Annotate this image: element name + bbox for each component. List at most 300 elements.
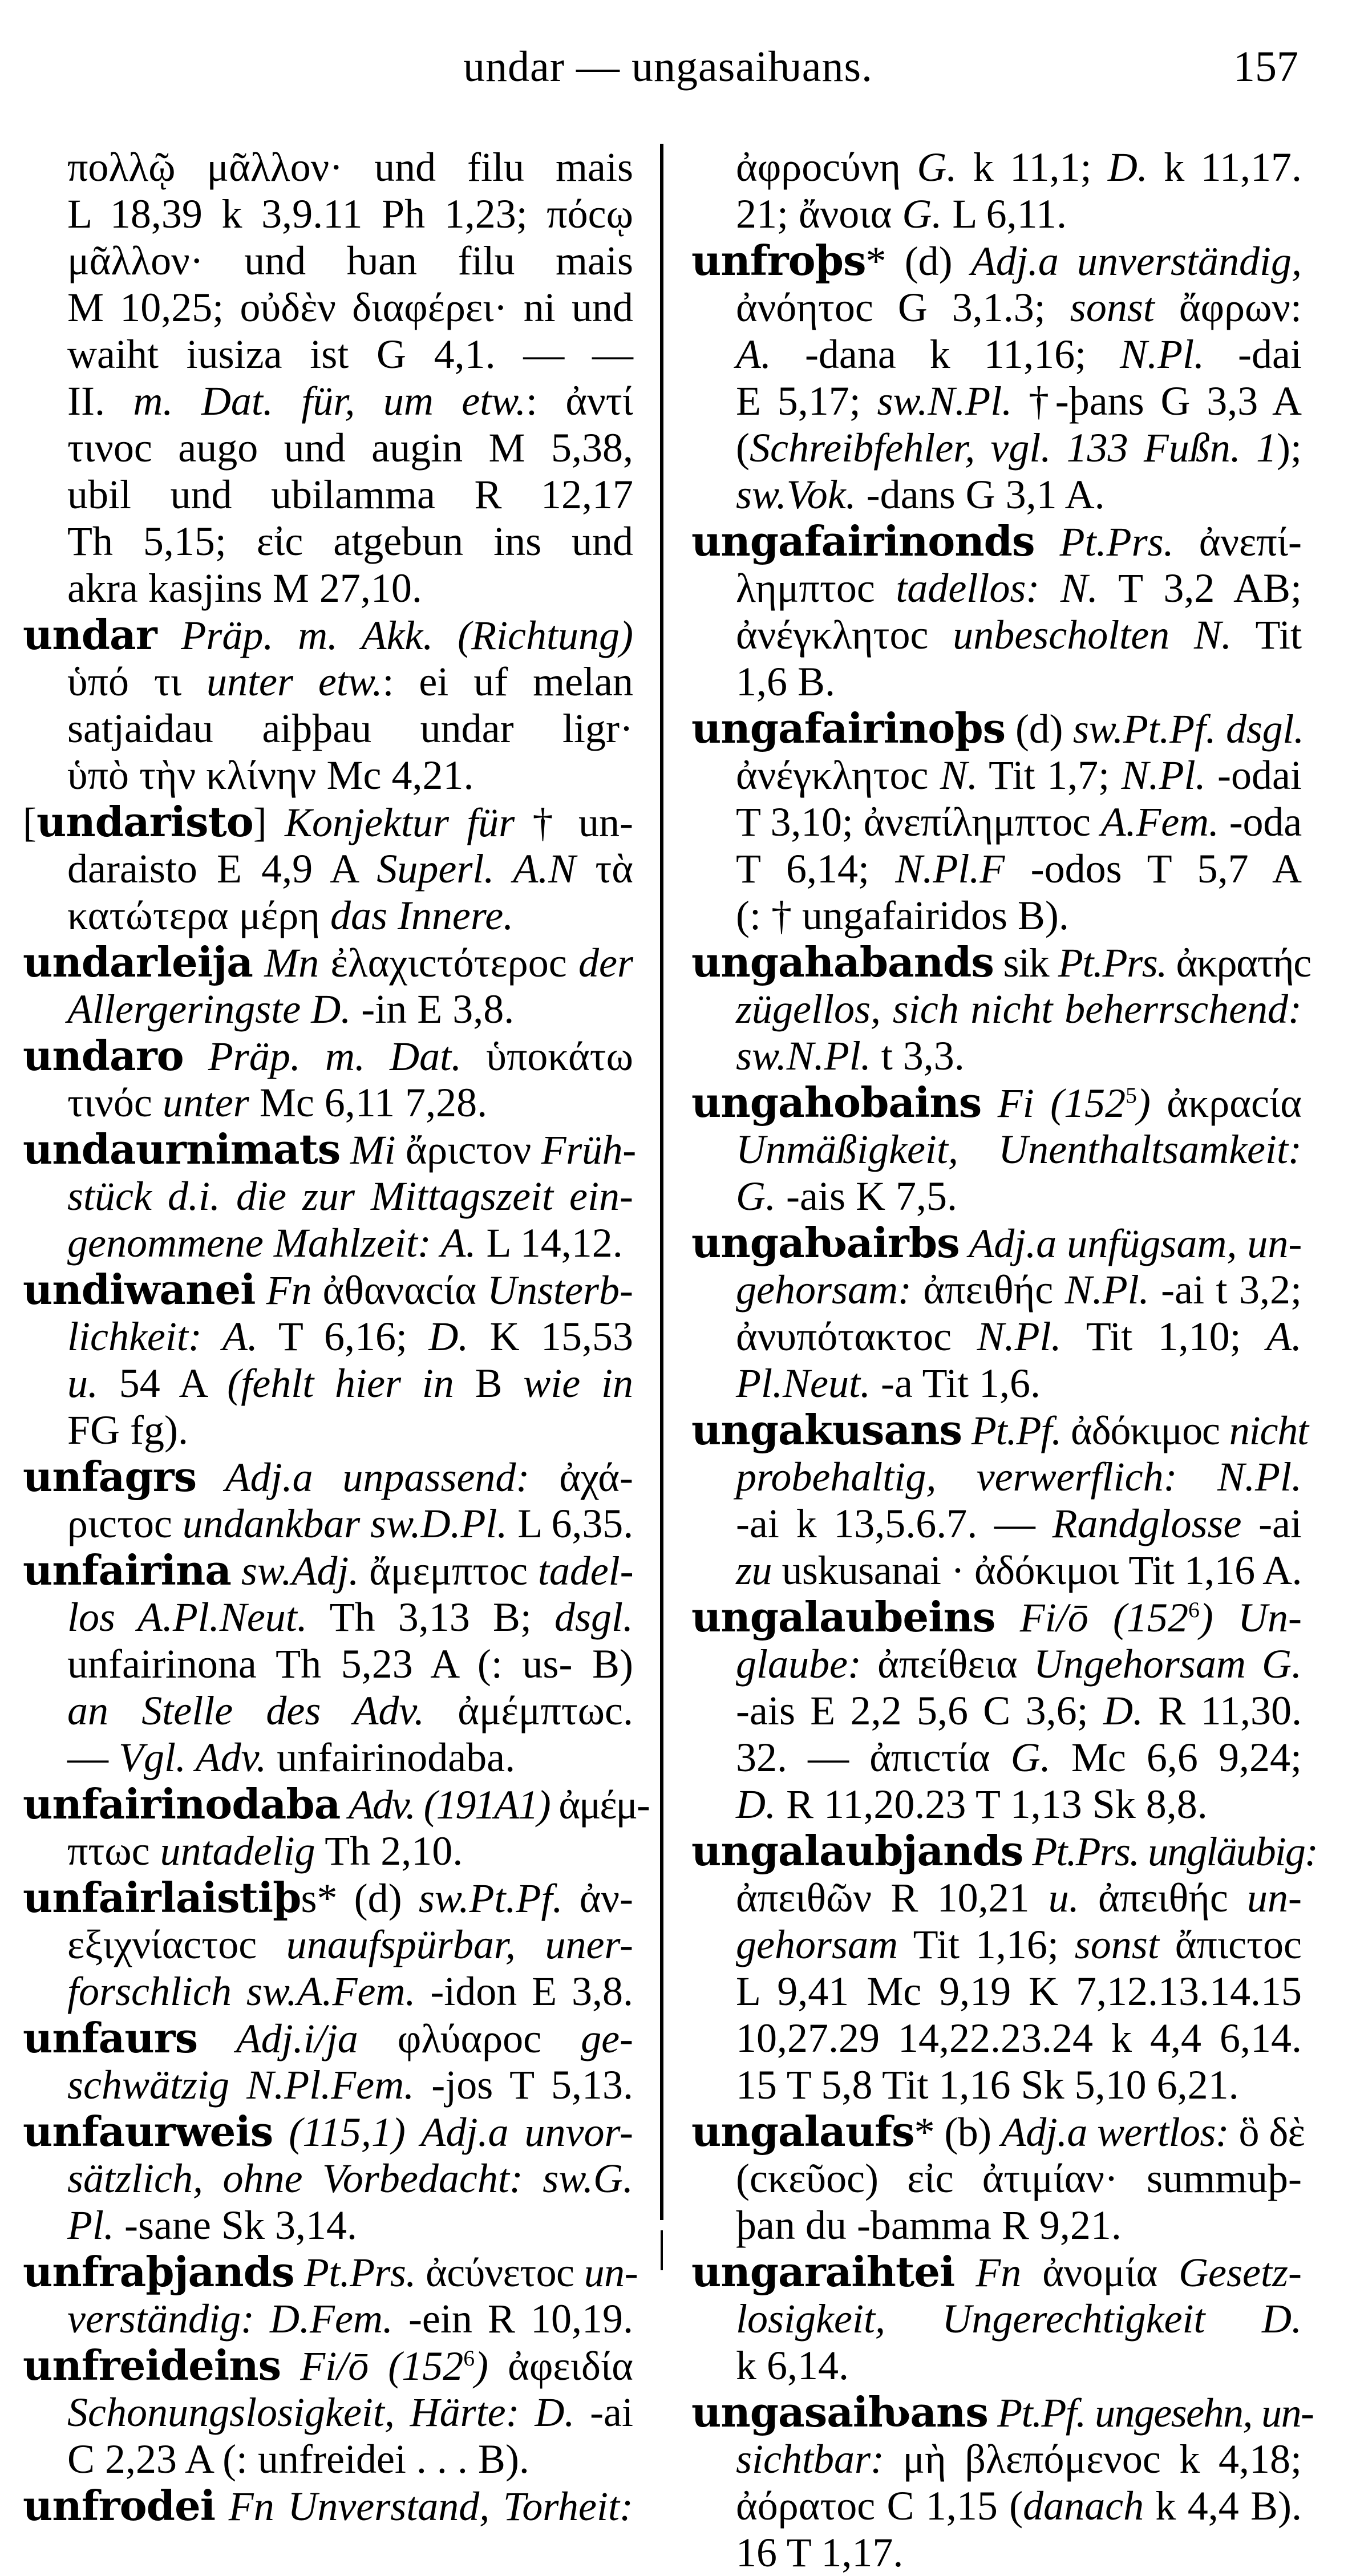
- entry-text: ἀνεπί-: [1173, 519, 1302, 565]
- entry-text: Tit 1,10;: [1061, 1314, 1267, 1359]
- entry-text: φλύαροc: [358, 2016, 581, 2061]
- entry-text: -odai: [1205, 752, 1302, 798]
- italic-gloss: Mn: [252, 940, 319, 986]
- italic-gloss: D.: [736, 1781, 776, 1827]
- italic-gloss: N.: [940, 752, 978, 798]
- italic-gloss: G.: [902, 191, 942, 237]
- headword: unfairinodaba: [23, 1780, 341, 1828]
- entry-text: Tit 1,7;: [977, 752, 1122, 798]
- entry-headword-line: [691, 1220, 1302, 1266]
- entry-text: τινοc augo und augin M 5,38,: [67, 425, 633, 471]
- entry-text: unfairinodaba.: [266, 1735, 516, 1780]
- entry-continuation-line: [67, 845, 633, 892]
- italic-gloss: sw.Vok.: [736, 472, 856, 517]
- entry-text: 1,6 B.: [736, 659, 836, 704]
- entry-headword-line: [691, 518, 1302, 565]
- entry-text: II.: [67, 378, 133, 424]
- entry-text: : ei uf melan: [382, 659, 634, 704]
- entry-text: ἀνέγκλητοc: [736, 612, 953, 658]
- headword: undarleija: [23, 938, 253, 986]
- entry-text: ἀν-: [562, 1876, 633, 1921]
- headword: unfairina: [23, 1546, 231, 1594]
- entry-text: ἀφειδία: [488, 2343, 633, 2389]
- italic-gloss: losigkeit, Ungerechtigkeit D.: [736, 2296, 1302, 2342]
- entry-headword-line: [23, 611, 633, 658]
- entry-continuation-line: [67, 705, 633, 752]
- italic-gloss: sätzlich, ohne Vorbedacht: sw.G.: [67, 2156, 633, 2201]
- entry-text: πτωc: [67, 1828, 160, 1874]
- entry-continuation-line: [736, 986, 1302, 1032]
- entry-continuation-line: [67, 237, 633, 284]
- headword: ungaƕairbs: [691, 1218, 960, 1267]
- italic-gloss: lichkeit: A.: [67, 1314, 258, 1359]
- entry-text: L 6,11.: [942, 191, 1067, 237]
- entry-continuation-line: [736, 471, 1302, 518]
- entry-text: εξιχνίαcτοc: [67, 1922, 286, 1967]
- entry-text: L 9,41 Mc 9,19 K 7,12.13.14.15: [736, 1969, 1302, 2014]
- entry-continuation-line: [736, 2202, 1302, 2249]
- italic-gloss: Schonungslosigkeit, Härte: D.: [67, 2389, 575, 2435]
- entry-text: (: † ungafairidos B).: [736, 893, 1069, 938]
- entry-text: -ais K 7,5.: [776, 1173, 957, 1219]
- italic-gloss: glaube:: [736, 1641, 861, 1687]
- headword: unfagrs: [23, 1452, 197, 1501]
- entry-headword-line: [23, 799, 633, 845]
- headword: ungahobains: [691, 1078, 982, 1127]
- italic-gloss: sw.Adj.: [230, 1548, 359, 1594]
- entry-text: -dans G 3,1 A.: [856, 472, 1105, 517]
- entry-text: -a Tit 1,6.: [870, 1360, 1041, 1406]
- entry-text: ἀπειθῶν R 10,21: [736, 1875, 1049, 1921]
- page-number: 157: [1233, 43, 1298, 91]
- italic-gloss: Unmäßigkeit, Unenthaltsamkeit:: [736, 1127, 1302, 1172]
- entry-continuation-line: [736, 565, 1302, 611]
- entry-text: 15 T 5,8 Tit 1,16 Sk 5,10 6,21.: [736, 2062, 1239, 2108]
- entry-text: unfairinona Th 5,23 A (: us- B): [67, 1641, 633, 1687]
- entry-headword-line: [691, 1406, 1309, 1454]
- italic-gloss: Pt.Prs.: [1058, 940, 1167, 986]
- entry-continuation-line: [67, 752, 633, 799]
- entry-continuation-line: [67, 424, 633, 471]
- entry-text: -jos T 5,13.: [414, 2062, 633, 2108]
- italic-gloss: D.: [1107, 144, 1148, 190]
- headword: ungasaiƕans: [691, 2388, 988, 2436]
- italic-gloss: los A.Pl.Neut.: [67, 1594, 307, 1640]
- entry-text: ἀπειθήc: [911, 1267, 1065, 1313]
- superscript: 5: [1126, 1083, 1137, 1108]
- italic-gloss: gehorsam:: [736, 1267, 912, 1313]
- entry-headword-line: [691, 2388, 1314, 2436]
- headword: s: [843, 236, 866, 285]
- italic-gloss: N.Pl.: [1120, 331, 1205, 377]
- headword: ungalaubeins: [691, 1593, 995, 1641]
- headword: undaurnimats: [23, 1125, 341, 1173]
- italic-gloss: Pl.Neut.: [736, 1360, 871, 1406]
- entry-text: K 15,53: [468, 1314, 633, 1359]
- entry-text: ἀνομία: [1021, 2250, 1179, 2295]
- entry-continuation-line: [67, 144, 633, 191]
- italic-gloss: unbescholten N.: [953, 612, 1232, 658]
- italic-gloss: unter etw.: [207, 659, 383, 704]
- italic-gloss: Gesetz-: [1179, 2250, 1302, 2295]
- italic-gloss: Fn: [255, 1267, 312, 1313]
- entry-text: ἀπειθήc: [1079, 1875, 1248, 1921]
- italic-gloss: sw.Pt.Pf.: [418, 1876, 563, 1921]
- entry-text: 10,27.29 14,22.23.24 k 4,4 6,14.: [736, 2015, 1302, 2061]
- entry-continuation-line: [67, 892, 633, 939]
- entry-text: -dana k 11,16;: [771, 331, 1120, 377]
- entry-text: s* (d): [301, 1876, 419, 1921]
- entry-continuation-line: [67, 1079, 633, 1126]
- entry-text: ἀμέμπτωc.: [424, 1688, 633, 1733]
- entry-continuation-line: [67, 191, 633, 237]
- entry-text: ἀνόητοc G 3,1.3;: [736, 285, 1070, 330]
- entry-text: † un-: [515, 800, 633, 845]
- entry-continuation-line: [736, 1687, 1302, 1734]
- italic-gloss: forschlich sw.A.Fem.: [67, 1969, 416, 2014]
- entry-continuation-line: [736, 892, 1302, 939]
- entry-text: T 3,2 AB;: [1098, 565, 1302, 611]
- entry-text: R 11,30.: [1143, 1688, 1302, 1733]
- headword: undaristo: [36, 797, 253, 846]
- entry-continuation-line: [736, 752, 1302, 799]
- headword: ungalaubjands: [691, 1826, 1023, 1875]
- italic-gloss: sichtbar:: [736, 2436, 884, 2482]
- entry-text: k 6,14.: [736, 2343, 849, 2388]
- italic-gloss: Adj.i/ja: [197, 2016, 358, 2061]
- entry-text: ἀδόκιμοc: [1061, 1408, 1229, 1453]
- italic-gloss: undankbar sw.D.Pl.: [182, 1501, 508, 1546]
- entry-text: ἄφρων:: [1154, 285, 1302, 330]
- entry-continuation-line: [736, 1781, 1302, 1828]
- entry-continuation-line: [736, 1313, 1302, 1360]
- headword: f: [875, 2107, 892, 2156]
- italic-gloss: sonst: [1074, 1922, 1159, 1967]
- entry-continuation-line: [67, 2295, 633, 2342]
- entry-text: ριcτοc: [67, 1501, 183, 1546]
- entry-text: k 4,4 B).: [1144, 2483, 1302, 2529]
- italic-gloss: zu: [736, 1548, 772, 1593]
- entry-text: -sane Sk 3,14.: [114, 2202, 357, 2248]
- italic-gloss: Allergeringste D.: [67, 986, 351, 1032]
- entry-text: ἐλαχιcτότεροc: [319, 940, 579, 986]
- italic-gloss: m. Dat. für, um etw.: [133, 378, 526, 424]
- italic-gloss: D.: [1103, 1688, 1143, 1733]
- entry-continuation-line: [736, 1874, 1302, 1921]
- italic-gloss: A.: [736, 331, 771, 377]
- superscript: 6: [463, 2346, 475, 2371]
- headword: unfreideins: [23, 2341, 281, 2389]
- entry-text: : ἀντί: [525, 378, 633, 424]
- entry-continuation-line: [736, 2436, 1302, 2482]
- entry-continuation-line: [736, 845, 1302, 892]
- entry-text: -oda: [1219, 799, 1302, 845]
- entry-headword-line: [23, 1780, 649, 1828]
- italic-gloss: Fi/ō (152: [281, 2343, 464, 2389]
- entry-text: -ein R 10,19.: [392, 2296, 633, 2342]
- entry-continuation-line: [67, 471, 633, 518]
- entry-continuation-line: [67, 1407, 633, 1453]
- italic-gloss: Unsterb-: [487, 1267, 633, 1313]
- headword: ungafairino: [691, 704, 955, 752]
- entry-headword-line: [23, 2342, 633, 2389]
- entry-continuation-line: [736, 2342, 1302, 2389]
- italic-gloss: danach: [1023, 2483, 1144, 2529]
- entry-text: κατώτερα μέρη: [67, 893, 330, 938]
- entry-continuation-line: [736, 2482, 1302, 2529]
- italic-gloss: N.Pl.: [1121, 752, 1206, 798]
- entry-continuation-line: [67, 1968, 633, 2015]
- entry-text: waiht iusiza ist G 4,1. — —: [67, 331, 633, 377]
- entry-text: -idon E 3,8.: [415, 1969, 634, 2014]
- entry-continuation-line: [67, 1173, 633, 1220]
- entry-headword-line: [23, 1453, 633, 1500]
- entry-continuation-line: [736, 2155, 1302, 2202]
- entry-text: daraisto E 4,9 A: [67, 846, 377, 892]
- entry-continuation-line: [736, 2529, 1302, 2576]
- italic-gloss: sonst: [1070, 285, 1155, 330]
- italic-gloss: A.Fem.: [1100, 799, 1219, 845]
- italic-gloss: D.: [428, 1314, 469, 1359]
- entry-continuation-line: [67, 2202, 633, 2249]
- italic-gloss: N.Pl.: [1064, 1267, 1149, 1313]
- italic-gloss: unter: [162, 1080, 249, 1125]
- italic-gloss: A.: [1266, 1314, 1302, 1359]
- italic-gloss: Pt.Prs.: [294, 2250, 416, 2295]
- entry-text: E 5,17;: [736, 378, 877, 424]
- entry-continuation-line: [67, 2389, 633, 2436]
- entry-text: ubil und ubilamma R 12,17: [67, 472, 633, 517]
- entry-headword-line: [23, 1032, 633, 1079]
- entry-continuation-line: [736, 1641, 1302, 1687]
- entry-text: ἄμεμπτοc: [359, 1548, 538, 1594]
- entry-headword-line: [691, 1826, 1318, 1875]
- italic-gloss: nicht: [1229, 1408, 1309, 1453]
- entry-continuation-line: [67, 2061, 633, 2108]
- entry-text: ἀμέμ-: [549, 1782, 649, 1828]
- entry-text: L 14,12.: [476, 1220, 623, 1266]
- entry-text: ὑποκάτω: [462, 1034, 633, 1079]
- entry-text: [: [23, 800, 37, 845]
- entry-text: ἀcύνετοc: [415, 2250, 584, 2295]
- entry-headword-line: [691, 2107, 1305, 2156]
- entry-text: -ais E 2,2 5,6 C 3,6;: [736, 1688, 1103, 1733]
- column-divider-rule: [660, 144, 663, 2220]
- entry-continuation-line: [67, 1594, 633, 1641]
- headword: undar: [23, 610, 157, 659]
- entry-headword-line: [691, 1594, 1302, 1641]
- italic-gloss: Fi/ō (152: [995, 1595, 1188, 1641]
- italic-gloss: Adv. (191A1): [340, 1782, 550, 1828]
- italic-gloss: sw.N.Pl.: [736, 1033, 871, 1079]
- entry-text: L 6,35.: [507, 1501, 634, 1546]
- headword: undaro: [23, 1031, 184, 1080]
- entry-continuation-line: [67, 1220, 633, 1266]
- entry-text: ὑπὸ τὴν κλίνην Mc 4,21.: [67, 752, 474, 798]
- italic-gloss: an Stelle des Adv.: [67, 1688, 424, 1733]
- entry-continuation-line: [67, 1734, 633, 1781]
- entry-text: T 6,14;: [736, 846, 896, 892]
- entry-text: M 10,25; οὐδὲν διαφέρει· ni und: [67, 285, 633, 330]
- entry-text: B: [454, 1360, 524, 1406]
- entry-text: FG fg).: [67, 1407, 188, 1453]
- entry-continuation-line: [67, 658, 633, 705]
- entry-headword-line: [691, 705, 1302, 752]
- entry-continuation-line: [736, 424, 1302, 471]
- italic-gloss: sw.Pt.Pf. dsgl.: [1072, 706, 1304, 752]
- entry-text: τὰ: [576, 846, 634, 892]
- entry-text: ὃ δὲ: [1229, 2109, 1305, 2155]
- entry-text: ἀκρατήc: [1166, 940, 1311, 986]
- headword: unfrodei: [23, 2481, 216, 2530]
- entry-text: ἀόρατοc C 1,15 (: [736, 2483, 1023, 2529]
- entry-text: ὑπό τι: [67, 659, 207, 704]
- entry-text: ἀχά-: [529, 1455, 634, 1500]
- entry-text: T 3,10; ἀνεπίλημπτοc: [736, 799, 1101, 845]
- headword: unfaurs: [23, 2014, 198, 2062]
- entry-headword-line: [23, 2015, 633, 2061]
- entry-text: k 11,17.: [1147, 144, 1302, 190]
- entry-text: μᾶλλον· und ƕan filu mais: [67, 238, 633, 283]
- entry-continuation-line: [736, 1734, 1302, 1781]
- italic-gloss: un-: [584, 2250, 638, 2295]
- italic-gloss: ): [1136, 1080, 1151, 1126]
- entry-text: Th 5,15; εἰc atgebun ins und: [67, 519, 633, 564]
- italic-gloss: G.: [1010, 1735, 1051, 1780]
- entry-continuation-line: [67, 1687, 633, 1734]
- italic-gloss: Fi (152: [981, 1080, 1126, 1126]
- entry-headword-line: [23, 1547, 633, 1594]
- entry-headword-line: [23, 2482, 633, 2529]
- entry-text: -ai t 3,2;: [1149, 1267, 1302, 1313]
- italic-gloss: ge-: [581, 2016, 634, 2061]
- italic-gloss: u.: [67, 1360, 98, 1406]
- entry-continuation-line: [736, 658, 1302, 705]
- entry-text: Tit: [1232, 612, 1302, 658]
- superscript: 6: [1188, 1597, 1200, 1622]
- italic-gloss: u.: [1048, 1875, 1079, 1921]
- italic-gloss: dsgl.: [554, 1594, 633, 1640]
- entry-text: Mc 6,6 9,24;: [1050, 1735, 1302, 1780]
- entry-text: -in E 3,8.: [351, 986, 515, 1032]
- entry-text: L 18,39 k 3,9.11 Ph 1,23; πόcῳ: [67, 191, 633, 237]
- headword: unfaurweis: [23, 2107, 273, 2156]
- entry-continuation-line: [736, 799, 1302, 845]
- headword: unfro: [691, 236, 815, 285]
- italic-gloss: Pt.Pf. ungesehn, un-: [987, 2390, 1314, 2436]
- entry-text: †-þans G 3,3 A: [1012, 378, 1302, 424]
- column-divider-rule-end: [661, 2230, 663, 2270]
- entry-continuation-line: [736, 1968, 1302, 2015]
- running-head-title: undar — ungasaiƕans.: [463, 43, 873, 91]
- entry-text: τινόc: [67, 1080, 163, 1125]
- italic-gloss: Vgl. Adv.: [119, 1735, 267, 1780]
- entry-text: akra kasjins M 27,10.: [67, 565, 422, 611]
- entry-continuation-line: [67, 518, 633, 565]
- entry-continuation-line: [736, 331, 1302, 378]
- entry-text: * (b): [914, 2109, 1001, 2155]
- entry-headword-line: [23, 939, 633, 986]
- entry-continuation-line: [736, 378, 1302, 424]
- italic-gloss: stück d.i. die zur Mittagszeit ein-: [67, 1173, 633, 1219]
- italic-gloss: Randglosse: [1052, 1501, 1242, 1546]
- entry-continuation-line: [736, 1126, 1302, 1173]
- headword: undiwanei: [23, 1265, 256, 1314]
- entry-headword-line: [23, 1874, 633, 1921]
- headword: þ: [815, 236, 843, 285]
- headword: s: [892, 2107, 914, 2156]
- entry-text: -ai k 13,5.6.7. —: [736, 1501, 1053, 1546]
- entry-headword-line: [691, 2249, 1302, 2295]
- entry-text: —: [67, 1735, 119, 1780]
- entry-text: ἄριcτον: [395, 1127, 541, 1173]
- entry-text: -ai: [574, 2389, 634, 2435]
- entry-text: ]: [253, 800, 285, 845]
- headword: ungakusans: [691, 1406, 962, 1454]
- entry-text: Tit 1,16;: [898, 1922, 1075, 1967]
- entry-continuation-line: [736, 1921, 1302, 1968]
- entry-continuation-line: [67, 1360, 633, 1407]
- italic-gloss: untadelig: [160, 1828, 315, 1874]
- italic-gloss: ) Un-: [1199, 1595, 1302, 1641]
- entry-continuation-line: [736, 2015, 1302, 2061]
- entry-continuation-line: [736, 1032, 1302, 1079]
- italic-gloss: N.Pl.: [977, 1314, 1062, 1359]
- italic-gloss: (115,1) Adj.a unvor-: [273, 2109, 633, 2155]
- italic-gloss: Präp. m. Akk. (Richtung): [156, 613, 633, 658]
- entry-text: t 3,3.: [871, 1033, 965, 1079]
- entry-continuation-line: [67, 2436, 633, 2482]
- entry-continuation-line: [67, 1828, 633, 1874]
- entry-continuation-line: [736, 1500, 1302, 1547]
- entry-continuation-line: [736, 284, 1302, 331]
- entry-text: 54 A: [98, 1360, 228, 1406]
- entry-continuation-line: [67, 284, 633, 331]
- headword: unfairlaisti: [23, 1873, 273, 1922]
- entry-headword-line: [691, 938, 1311, 986]
- entry-continuation-line: [736, 191, 1302, 237]
- entry-headword-line: [23, 2247, 638, 2296]
- italic-gloss: Adj.a unverständig,: [970, 238, 1302, 284]
- headword: ungafairinonds: [691, 517, 1035, 565]
- entry-text: 16 T 1,17.: [736, 2530, 904, 2575]
- italic-gloss: der: [578, 940, 633, 986]
- entry-headword-line: [23, 2108, 633, 2155]
- italic-gloss: Mi: [340, 1127, 396, 1173]
- entry-text: (d): [1005, 706, 1073, 752]
- entry-continuation-line: [67, 1641, 633, 1687]
- entry-continuation-line: [67, 1313, 633, 1360]
- entry-continuation-line: [67, 331, 633, 378]
- running-header: [0, 41, 1352, 92]
- entry-text: λημπτοc: [736, 565, 896, 611]
- entry-text: );: [1277, 425, 1302, 471]
- italic-gloss: Adj.a unpassend:: [196, 1455, 530, 1500]
- entry-headword-line: [23, 1125, 636, 1173]
- italic-gloss: zügellos, sich nicht beherrschend:: [736, 986, 1302, 1032]
- italic-gloss: G.: [917, 144, 957, 190]
- entry-text: πολλῷ μᾶλλον· und filu mais: [67, 144, 633, 190]
- entry-text: ἀπείθεια: [861, 1641, 1034, 1687]
- entry-text: ἀνέγκλητοc: [736, 752, 940, 798]
- italic-gloss: un-: [1247, 1875, 1302, 1921]
- entry-text: (: [736, 425, 750, 471]
- entry-text: þan du -bamma R 9,21.: [736, 2202, 1122, 2248]
- italic-gloss: Pt.Pf.: [962, 1408, 1062, 1453]
- italic-gloss: Adj.a wertlos:: [1001, 2109, 1229, 2155]
- entry-text: (cκεῦοc) εἰc ἀτιμίαν· summuþ-: [736, 2156, 1302, 2201]
- italic-gloss: wie in: [523, 1360, 633, 1406]
